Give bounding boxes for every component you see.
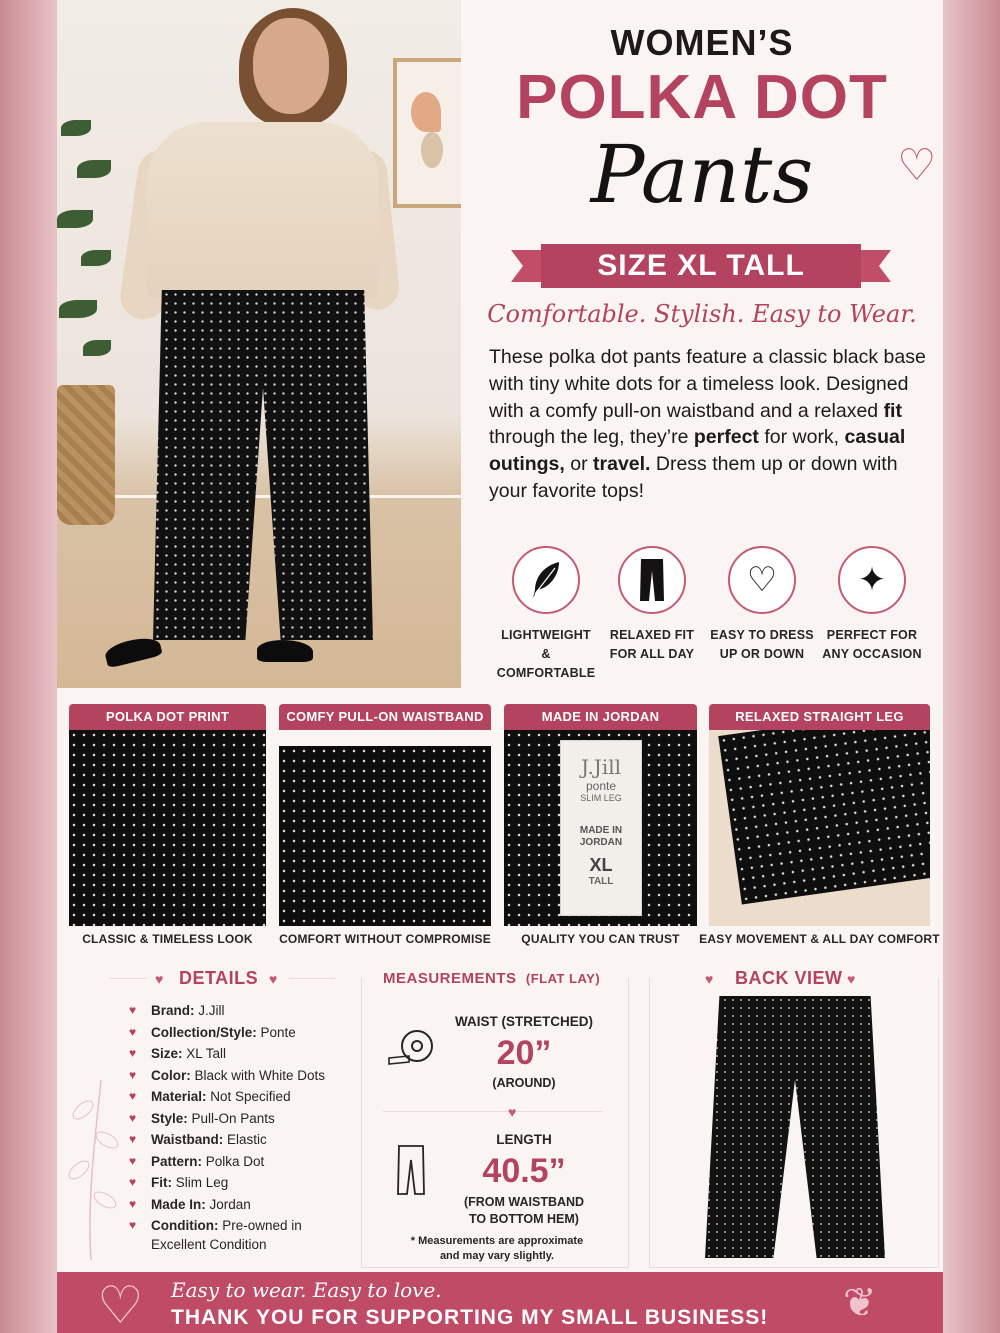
leaf-sprig-icon: [61, 1070, 121, 1260]
care-label: J.Jill ponte SLIM LEG MADE IN JORDAN XL TALL: [560, 740, 642, 916]
detail-header: RELAXED STRAIGHT LEG: [709, 704, 930, 730]
detail-caption: COMFORT WITHOUT COMPROMISE: [279, 932, 491, 946]
list-item: ♥ Material: Not Specified: [129, 1086, 325, 1108]
list-item: ♥ Size: XL Tall: [129, 1043, 325, 1065]
measurement-disclaimer: * Measurements are approximate and may vary slightly.: [410, 1235, 584, 1262]
feature-relaxed-fit: RELAXED FIT FOR ALL DAY: [597, 546, 707, 664]
length-value: 40.5”: [482, 1152, 566, 1190]
waist-note: (AROUND): [492, 1076, 556, 1090]
detail-polka-dot-print: [69, 704, 266, 946]
detail-made-in-jordan: [504, 704, 697, 946]
heart-icon: ♥: [155, 971, 164, 987]
measurements-title: MEASUREMENTS (FLAT LAY): [383, 970, 601, 987]
list-item: ♥ Brand: J.Jill: [129, 1000, 325, 1022]
list-item: ♥ Color: Black with White Dots: [129, 1065, 325, 1087]
pants-icon: [618, 546, 686, 614]
feature-easy-to-dress: ♡ EASY TO DRESS UP OR DOWN: [707, 546, 817, 664]
list-item: ♥ Style: Pull-On Pants: [129, 1108, 325, 1130]
list-item: ♥ Collection/Style: Ponte: [129, 1022, 325, 1044]
heart-icon: ♡: [728, 546, 796, 614]
waist-value: 20”: [496, 1034, 552, 1072]
list-item: ♥ Condition: Pre-owned in: [129, 1215, 325, 1237]
tape-measure-icon: [387, 1028, 437, 1066]
title-womens: WOMEN’S: [610, 22, 794, 63]
footer-thanks: THANK YOU FOR SUPPORTING MY SMALL BUSINESS!: [171, 1306, 769, 1329]
blouse: [147, 122, 379, 298]
size-label: SIZE XL TALL: [541, 244, 861, 288]
detail-caption: CLASSIC & TIMELESS LOOK: [82, 932, 253, 946]
leaf-sprig-icon: ❦: [843, 1281, 877, 1325]
title-area: [461, 0, 943, 688]
heart-icon: ♥: [705, 971, 714, 987]
detail-caption: QUALITY YOU CAN TRUST: [521, 932, 680, 946]
plant-basket: [57, 385, 115, 525]
detail-waistband: [279, 704, 491, 946]
heart-icon: ♥: [269, 971, 278, 987]
title-pants: Pants: [590, 128, 814, 221]
leg-hem-image: [709, 730, 930, 926]
list-item: ♥ Pattern: Polka Dot: [129, 1151, 325, 1173]
length-label: LENGTH: [496, 1132, 552, 1147]
waist-label: WAIST (STRETCHED): [455, 1014, 593, 1029]
pants-outline-icon: [397, 1144, 425, 1196]
list-item-continuation: Excellent Condition: [151, 1236, 267, 1252]
list-item: ♥ Made In: Jordan: [129, 1194, 325, 1216]
waistband-image: [279, 730, 491, 926]
detail-header: MADE IN JORDAN: [504, 704, 697, 730]
list-item: ♥ Fit: Slim Leg: [129, 1172, 325, 1194]
care-label-image: [504, 730, 697, 926]
footer-banner: [57, 1272, 943, 1333]
feature-lightweight: LIGHTWEIGHT & COMFORTABLE: [491, 546, 601, 683]
feature-any-occasion: ✦ PERFECT FOR ANY OCCASION: [817, 546, 927, 664]
heart-icon: ♥: [508, 1104, 517, 1120]
detail-caption: EASY MOVEMENT & ALL DAY COMFORT: [699, 932, 940, 946]
heart-icon: ♥: [847, 971, 856, 987]
description: These polka dot pants feature a classic black base with tiny white dots for a timeless look. Designed with a comfy pull-on waistband and a relaxed fit through the leg, they’re perfect for work, casual outings, or travel. Dress them up or down with your favorite tops!: [489, 346, 926, 502]
length-note: (FROM WAISTBAND TO BOTTOM HEM): [463, 1195, 585, 1226]
tagline: Comfortable. Stylish. Easy to Wear.: [487, 300, 917, 328]
list-item: ♥ Waistband: Elastic: [129, 1129, 325, 1151]
sparkle-icon: ✦: [838, 546, 906, 614]
model-photo: [57, 0, 461, 688]
listing-card: [57, 0, 943, 1333]
fabric-closeup-image: [69, 730, 266, 926]
size-ribbon: [511, 244, 891, 288]
detail-header: POLKA DOT PRINT: [69, 704, 266, 730]
wall-art: [393, 58, 461, 208]
heart-outline-icon: ♡: [897, 141, 937, 190]
details-list: [129, 1000, 325, 1254]
feather-icon: [512, 546, 580, 614]
title-polka-dot: POLKA DOT: [516, 63, 888, 132]
polka-dot-pants: [153, 290, 373, 640]
footer-tagline: Easy to wear. Easy to love.: [171, 1278, 442, 1302]
detail-header: COMFY PULL-ON WAISTBAND: [279, 704, 491, 730]
detail-straight-leg: [699, 704, 940, 946]
heart-outline-icon: ♡: [97, 1277, 144, 1333]
details-title: DETAILS: [179, 968, 259, 988]
back-view-title: BACK VIEW: [735, 968, 843, 988]
